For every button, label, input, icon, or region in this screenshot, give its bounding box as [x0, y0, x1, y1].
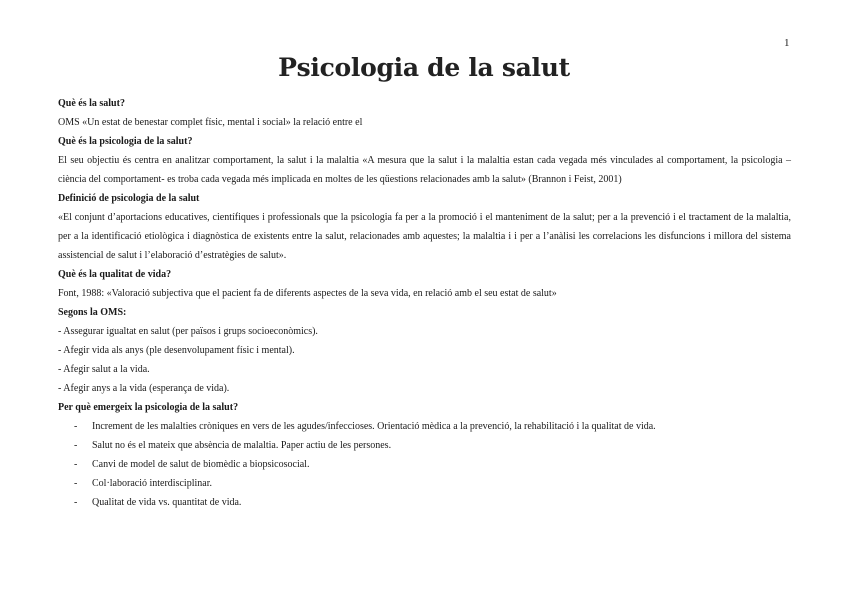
heading-psicologia-salut: Què és la psicologia de la salut?: [58, 136, 193, 147]
list-item: [58, 417, 791, 436]
list-item-text: Qualitat de vida vs. quantitat de vida.: [92, 497, 242, 508]
list-item: [58, 436, 791, 455]
bullet-dash: -: [74, 478, 78, 489]
list-item-text: Col·laboració interdisciplinar.: [92, 478, 212, 489]
oms-item: - Afegir vida als anys (ple desenvolupament físic i mental).: [58, 345, 295, 356]
list-item-text: Salut no és el mateix que absència de malaltia. Paper actiu de les persones.: [92, 440, 392, 451]
emergence-list: [58, 417, 791, 512]
bullet-dash: -: [74, 440, 78, 451]
heading-per-que-emergeix: Per què emergeix la psicologia de la salut?: [58, 402, 239, 413]
heading-definicio: Definició de psicologia de la salut: [58, 193, 200, 204]
document-body: [58, 94, 791, 512]
oms-item: - Afegir anys a la vida (esperança de vida).: [58, 383, 230, 394]
bullet-dash: -: [74, 459, 78, 470]
heading-qualitat-vida: Què és la qualitat de vida?: [58, 269, 172, 280]
text-definicio: «El conjunt d’aportacions educatives, científiques i professionals que la psicologia fa per a la promoció i el manteniment de la salut; per a la prevenció i el tractament de la malaltia, per a la identificació etiològica i diagnòstica de existents entre la salut, relacionades amb aquestes; la malaltia i i per a l’anàlisi les correlacions les disfuncions i millora del sistema assistencial de salut i l’elaboració d’estratègies de salut».: [58, 212, 791, 261]
heading-que-es-la-salut: Què és la salut?: [58, 98, 125, 109]
text-qualitat-vida: Font, 1988: «Valoració subjectiva que el pacient fa de diferents aspectes de la seva vida, en relació amb el seu estat de salut»: [58, 288, 557, 299]
page-title: Psicologia de la salut: [278, 53, 570, 82]
list-item-text: Canvi de model de salut de biomèdic a biopsicosocial.: [92, 459, 310, 470]
bullet-dash: -: [74, 421, 78, 432]
page-number: 1: [784, 37, 790, 49]
text-psicologia-salut: El seu objectiu és centra en analitzar comportament, la salut i la malaltia «A mesura que la salut i la malaltia estan cada vegada més vinculades al comportament, la psicologia –ciència del comportament- es troba cada vegada més implicada en moltes de les qüestions relacionades amb la salut» (Brannon i Feist, 2001): [58, 155, 791, 185]
oms-item: - Assegurar igualtat en salut (per països i grups socioeconòmics).: [58, 326, 318, 337]
text-que-es-la-salut: OMS «Un estat de benestar complet físic, mental i social» la relació entre el: [58, 117, 363, 128]
list-item-text: Increment de les malalties cròniques en vers de les agudes/infeccioses. Orientació mèdica a la prevenció, la rehabilitació i la qualitat de vida.: [92, 421, 656, 432]
list-item: [58, 474, 791, 493]
list-item: [58, 493, 791, 512]
list-item: [58, 455, 791, 474]
bullet-dash: -: [74, 497, 78, 508]
oms-item: - Afegir salut a la vida.: [58, 364, 150, 375]
heading-segons-oms: Segons la OMS:: [58, 307, 127, 318]
